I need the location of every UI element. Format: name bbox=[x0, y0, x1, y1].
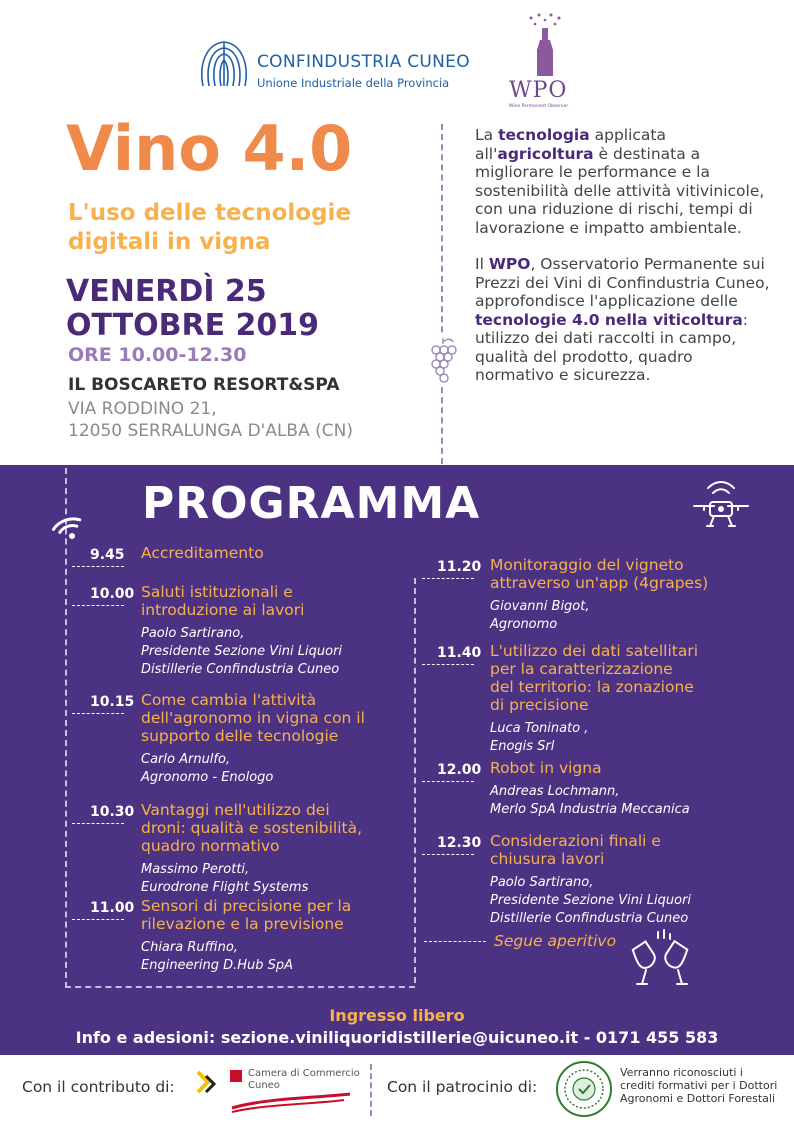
schedule-time: 11.40 bbox=[437, 645, 482, 661]
event-title: Vino 4.0 bbox=[66, 112, 353, 185]
schedule-time: 12.00 bbox=[437, 762, 482, 778]
event-subtitle bbox=[68, 199, 351, 257]
camera-commercio-name bbox=[248, 1068, 360, 1092]
schedule-speaker: Luca Toninato , Enogis Srl bbox=[490, 721, 589, 754]
grape-icon bbox=[426, 336, 460, 384]
schedule-speaker: Andreas Lochmann, Merlo SpA Industria Meccanica bbox=[490, 784, 690, 817]
intro-text-span: , Osservatorio Permanente sui Prezzi dei Vini di Confindustria Cuneo, approfondisce l'applicazione delle bbox=[475, 255, 770, 310]
seal-icon bbox=[555, 1060, 613, 1118]
wpo-bottle-icon bbox=[523, 12, 567, 78]
programma-bottom-line bbox=[65, 986, 415, 988]
drone-icon bbox=[690, 476, 752, 534]
event-address-line-2: 12050 SERRALUNGA D'ALBA (CN) bbox=[68, 421, 353, 441]
schedule-dash bbox=[422, 854, 474, 855]
event-subtitle-line-1: L'uso delle tecnologie bbox=[68, 200, 352, 226]
sponsor-symbol-icon bbox=[192, 1068, 222, 1098]
schedule-time: 11.00 bbox=[90, 900, 135, 916]
schedule-time: 10.30 bbox=[90, 804, 135, 820]
confindustria-name: CONFINDUSTRIA CUNEO bbox=[257, 52, 470, 72]
confindustria-logo bbox=[195, 36, 485, 96]
intro-highlight: tecnologia bbox=[498, 126, 590, 144]
schedule-dash bbox=[72, 823, 124, 824]
event-date-line-2: OTTOBRE 2019 bbox=[66, 308, 320, 343]
intro-text-span: La bbox=[475, 126, 499, 144]
schedule-dash bbox=[72, 919, 124, 920]
confindustria-logo-icon bbox=[195, 36, 253, 92]
intro-text-span: è destinata a migliorare le performance e la sostenibilità delle attività vitivinicole, con una riduzione di rischi, tempi di lavorazione e impatto ambientale. bbox=[475, 144, 765, 237]
programma-left-line bbox=[65, 468, 67, 988]
schedule-time: 9.45 bbox=[90, 547, 125, 563]
event-subtitle-line-2: digitali in vigna bbox=[68, 229, 271, 255]
contributo-label: Con il contributo di: bbox=[22, 1078, 175, 1096]
camera-commercio-line-2: Cuneo bbox=[248, 1080, 280, 1091]
schedule-dash bbox=[422, 578, 474, 579]
schedule-talk: Come cambia l'attività dell'agronomo in vigna con il supporto delle tecnologie bbox=[141, 691, 365, 745]
schedule-dash bbox=[422, 781, 474, 782]
schedule-talk: L'utilizzo dei dati satellitari per la caratterizzazione del territorio: la zonazione di precisione bbox=[490, 642, 699, 714]
wpo-logo bbox=[505, 12, 585, 112]
schedule-talk: Robot in vigna bbox=[490, 759, 602, 777]
schedule-speaker: Paolo Sartirano, Presidente Sezione Vini Liquori Distillerie Confindustria Cuneo bbox=[141, 626, 343, 677]
footer-divider bbox=[370, 1064, 372, 1116]
schedule-dash bbox=[72, 605, 124, 606]
intro-text-span: Il bbox=[475, 255, 489, 273]
schedule-talk: Considerazioni finali e chiusura lavori bbox=[490, 832, 661, 868]
credits-line-3: Agronomi e Dottori Forestali bbox=[620, 1092, 775, 1105]
event-date-line-1: VENERDÌ 25 bbox=[66, 274, 267, 309]
aperitivo-dash bbox=[424, 941, 486, 942]
schedule-talk: Accreditamento bbox=[141, 544, 264, 562]
intro-text bbox=[475, 126, 775, 403]
schedule-dash bbox=[72, 713, 124, 714]
event-date bbox=[66, 275, 319, 343]
schedule-speaker: Carlo Arnulfo, Agronomo - Enologo bbox=[141, 752, 274, 785]
patrocinio-label: Con il patrocinio di: bbox=[387, 1078, 538, 1096]
schedule-speaker: Giovanni Bigot, Agronomo bbox=[490, 599, 590, 632]
intro-text-span: applicata all' bbox=[475, 126, 666, 163]
event-venue: IL BOSCARETO RESORT&SPA bbox=[68, 375, 340, 395]
schedule-speaker: Paolo Sartirano, Presidente Sezione Vini Liquori Distillerie Confindustria Cuneo bbox=[490, 875, 692, 926]
camera-commercio-logo bbox=[226, 1064, 360, 1114]
credits-line-2: crediti formativi per i Dottori bbox=[620, 1079, 778, 1092]
event-time: ORE 10.00-12.30 bbox=[68, 344, 247, 366]
intro-paragraph-2 bbox=[475, 255, 775, 385]
wpo-subtitle: Wine Permanent Observer bbox=[509, 104, 569, 109]
info-adesioni: Info e adesioni: sezione.viniliquoridistillerie@uicuneo.it - 0171 455 583 bbox=[75, 1028, 719, 1047]
confindustria-subtitle: Unione Industriale della Provincia bbox=[257, 76, 450, 90]
schedule-speaker: Massimo Perotti, Eurodrone Flight Systems bbox=[141, 862, 309, 895]
schedule-time: 11.20 bbox=[437, 559, 482, 575]
schedule-talk: Vantaggi nell'utilizzo dei droni: qualità e sostenibilità, quadro normativo bbox=[141, 801, 363, 855]
wpo-name: WPO bbox=[509, 78, 568, 103]
aperitivo-label: Segue aperitivo bbox=[494, 932, 617, 950]
schedule-talk: Sensori di precisione per la rilevazione e la previsione bbox=[141, 897, 352, 933]
schedule-talk: Saluti istituzionali e introduzione ai lavori bbox=[141, 583, 305, 619]
ingresso-libero: Ingresso libero bbox=[329, 1006, 465, 1025]
programma-right-line bbox=[414, 578, 416, 983]
schedule-time: 10.15 bbox=[90, 694, 135, 710]
camera-commercio-line-1: Camera di Commercio bbox=[248, 1068, 360, 1079]
crediti-formativi bbox=[620, 1066, 777, 1105]
intro-paragraph-1 bbox=[475, 126, 775, 237]
schedule-speaker: Chiara Ruffino, Engineering D.Hub SpA bbox=[141, 940, 294, 973]
wine-glasses-icon bbox=[626, 928, 700, 988]
wifi-icon bbox=[52, 514, 88, 544]
schedule-dash bbox=[422, 664, 474, 665]
schedule-time: 12.30 bbox=[437, 835, 482, 851]
intro-highlight: WPO bbox=[488, 255, 531, 273]
schedule-talk: Monitoraggio del vigneto attraverso un'app (4grapes) bbox=[490, 556, 709, 592]
credits-line-1: Verranno riconosciuti i bbox=[620, 1066, 743, 1079]
schedule-time: 10.00 bbox=[90, 586, 135, 602]
programma-title: PROGRAMMA bbox=[142, 478, 481, 529]
event-address-line-1: VIA RODDINO 21, bbox=[68, 399, 217, 419]
intro-highlight: tecnologie 4.0 nella viticoltura bbox=[475, 310, 743, 329]
intro-highlight: agricoltura bbox=[497, 144, 594, 163]
intro-text-span: : utilizzo dei dati raccolti in campo, qualità del prodotto, quadro normativo e sicurezza. bbox=[475, 310, 749, 384]
schedule-dash bbox=[72, 566, 124, 567]
vertical-divider bbox=[441, 124, 443, 464]
event-address bbox=[68, 398, 353, 442]
